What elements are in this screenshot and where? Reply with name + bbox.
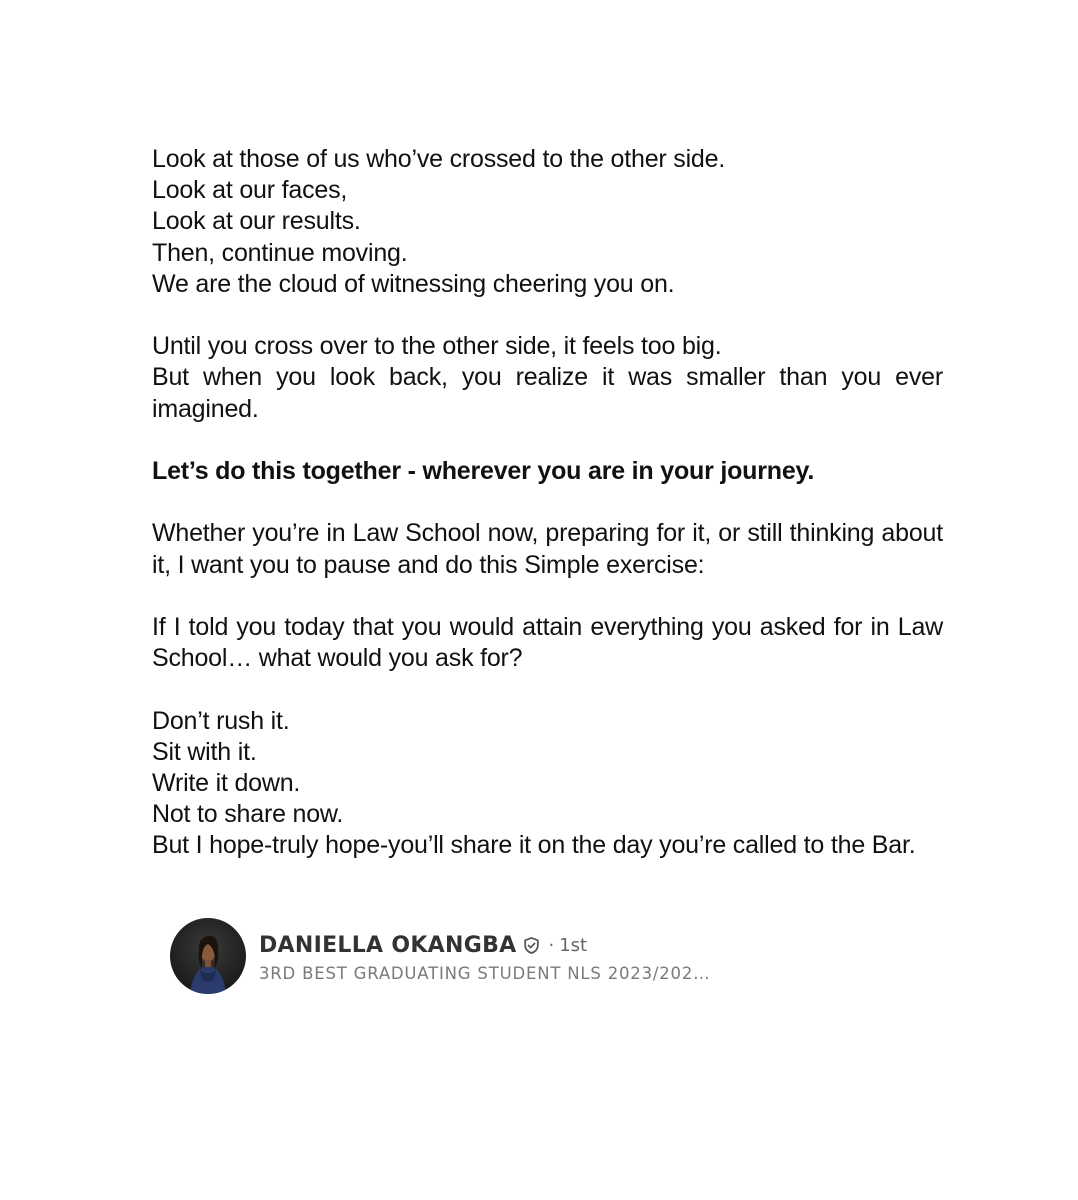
author-card[interactable]	[170, 918, 710, 994]
bold-heading: Let’s do this together - wherever you are in your journey.	[152, 457, 815, 485]
avatar-photo	[170, 918, 246, 994]
text-line: Look at our faces,	[152, 176, 348, 205]
text-line: Write it down.	[152, 768, 301, 797]
text-line: Not to share now.	[152, 800, 344, 829]
author-headline: 3RD BEST GRADUATING STUDENT NLS 2023/202…	[259, 963, 711, 983]
text-paragraph: But when you look back, you realize it was smaller than you ever imagined.	[152, 363, 943, 423]
author-name[interactable]: DANIELLA OKANGBA	[259, 933, 517, 958]
text-line: Don’t rush it.	[152, 706, 290, 735]
text-line: But I hope-truly hope-you’ll share it on the day you’re called to the Bar.	[152, 831, 916, 860]
text-line: Sit with it.	[152, 737, 257, 766]
text-line: Until you cross over to the other side, it feels too big.	[152, 332, 722, 361]
text-line: We are the cloud of witnessing cheering you on.	[152, 269, 675, 298]
avatar[interactable]	[170, 918, 246, 994]
text-line: Look at our results.	[152, 207, 361, 236]
paragraph-cross-over	[152, 331, 943, 425]
connection-degree: 1st	[559, 935, 588, 956]
post-body	[152, 144, 943, 862]
text-line: Look at those of us who’ve crossed to the other side.	[152, 145, 726, 173]
text-line: Then, continue moving.	[152, 238, 408, 267]
paragraph-crossed	[152, 144, 943, 300]
separator-dot: ·	[548, 935, 555, 956]
shield-check-icon	[522, 936, 541, 955]
paragraph-question: If I told you today that you would attain everything you asked for in Law School… what would you ask for?	[152, 612, 943, 673]
author-info	[259, 930, 710, 983]
paragraph-instructions	[152, 706, 943, 862]
author-name-row	[259, 930, 710, 962]
paragraph-exercise: Whether you’re in Law School now, preparing for it, or still thinking about it, I want you to pause and do this Simple exercise:	[152, 519, 943, 579]
